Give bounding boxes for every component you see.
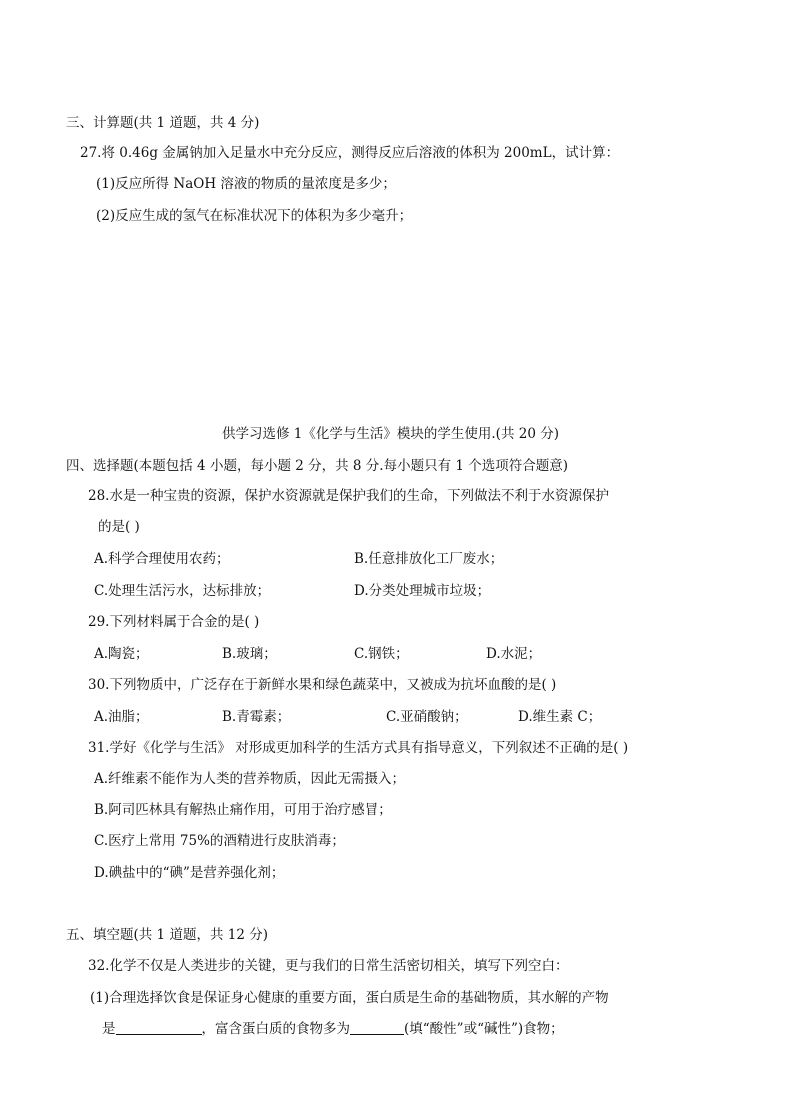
- q27-part2: (2)反应生成的氢气在标准状况下的体积为多少毫升；: [96, 208, 413, 224]
- q31-option-d: D.碘盐中的“碘”是营养强化剂；: [94, 865, 285, 881]
- q28-stem-line2: 的是( ): [98, 519, 140, 535]
- q32-part1-line2: [102, 1020, 564, 1038]
- q31-option-c: C.医疗上常用 75%的酒精进行皮肤消毒；: [94, 833, 345, 849]
- section4-heading: 四、选择题(本题包括 4 小题，每小题 2 分，共 8 分.每小题只有 1 个选项符合题意): [66, 458, 569, 474]
- q30-option-c: C.亚硝酸钠；: [386, 709, 468, 725]
- q28-option-d: D.分类处理城市垃圾；: [354, 583, 491, 599]
- q28-option-b: B.任意排放化工厂废水；: [354, 551, 504, 567]
- elective-note: 供学习选修 1《化学与生活》模块的学生使用.(共 20 分): [222, 426, 559, 442]
- q27-stem: 27.将 0.46g 金属钠加入足量水中充分反应，测得反应后溶液的体积为 200mL，试计算：: [80, 145, 620, 161]
- q30-stem: 30.下列物质中，广泛存在于新鲜水果和绿色蔬菜中，又被成为抗坏血酸的是( ): [88, 677, 557, 693]
- q29-option-c: C.钢铁；: [354, 646, 409, 662]
- q28-option-c: C.处理生活污水，达标排放；: [94, 583, 271, 599]
- q32-stem: 32.化学不仅是人类进步的关键，更与我们的日常生活密切相关，填写下列空白：: [88, 958, 569, 974]
- q32-part1-suffix: (填“酸性”或“碱性”)食物；: [404, 1021, 564, 1037]
- q27-part1: (1)反应所得 NaOH 溶液的物质的量浓度是多少；: [96, 176, 396, 192]
- q30-option-b: B.青霉素；: [222, 709, 291, 725]
- q30-option-d: D.维生素 C；: [518, 709, 602, 725]
- q32-part1-mid: ，富含蛋白质的食物多为: [201, 1021, 350, 1037]
- q32-answer-blank-1[interactable]: [116, 1020, 202, 1035]
- q31-option-a: A.纤维素不能作为人类的营养物质，因此无需摄入；: [94, 771, 406, 787]
- q30-option-a: A.油脂；: [94, 709, 149, 725]
- q32-answer-blank-2[interactable]: [350, 1020, 404, 1035]
- q28-stem-line1: 28.水是一种宝贵的资源，保护水资源就是保护我们的生命，下列做法不利于水资源保护: [88, 488, 609, 504]
- q31-stem: 31.学好《化学与生活》 对形成更加科学的生活方式具有指导意义，下列叙述不正确的是( ): [88, 740, 629, 756]
- q29-stem: 29.下列材料属于合金的是( ): [88, 614, 260, 630]
- section5-heading: 五、填空题(共 1 道题，共 12 分): [66, 927, 268, 943]
- q29-option-a: A.陶瓷；: [94, 646, 149, 662]
- q29-option-d: D.水泥；: [486, 646, 542, 662]
- q32-part1-line1: (1)合理选择饮食是保证身心健康的重要方面，蛋白质是生命的基础物质，其水解的产物: [90, 990, 609, 1006]
- q31-option-b: B.阿司匹林具有解热止痛作用，可用于治疗感冒；: [94, 802, 392, 818]
- section3-heading: 三、计算题(共 1 道题，共 4 分): [66, 115, 260, 131]
- q29-option-b: B.玻璃；: [222, 646, 277, 662]
- q28-option-a: A.科学合理使用农药；: [94, 551, 230, 567]
- q32-part1-prefix: 是: [102, 1021, 116, 1037]
